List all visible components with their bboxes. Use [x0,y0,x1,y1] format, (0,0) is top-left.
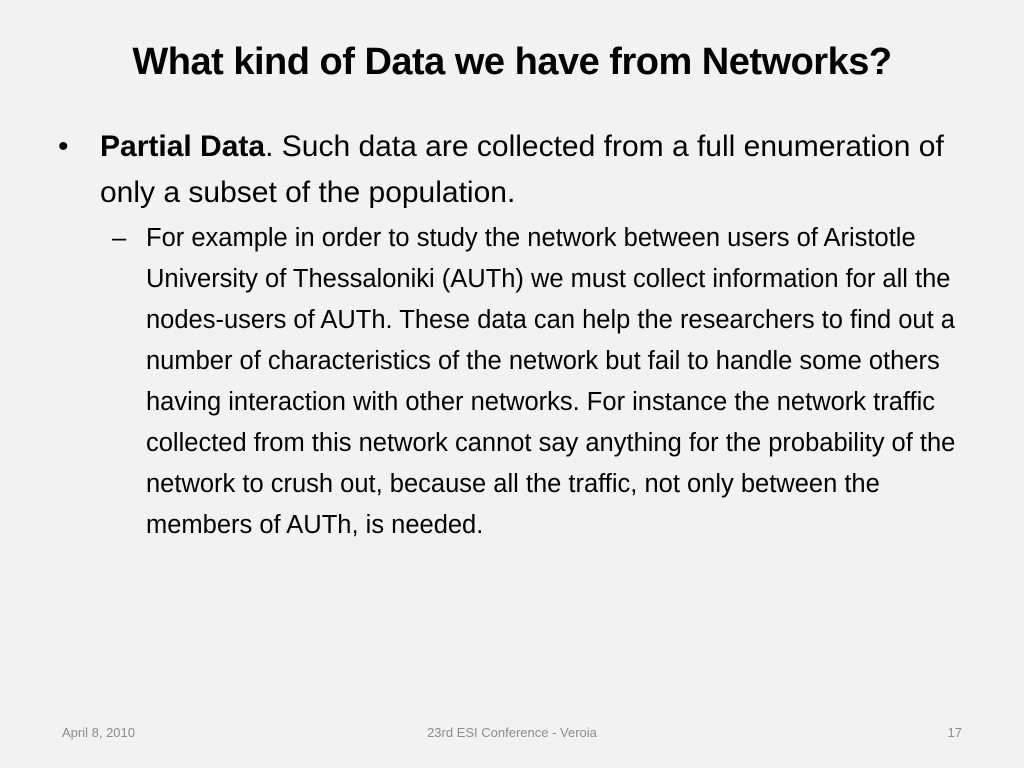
footer-conference: 23rd ESI Conference - Veroia [427,725,597,740]
sub-bullet-text: For example in order to study the network between users of Aristotle University of Thessaloniki (AUTh) we must collect information for all the nodes-users of AUTh. These data can help the researchers to find out a number of characteristics of the network but fail to handle some others having interaction with other networks. For instance the network traffic collected from this network cannot say anything for the probability of the network to crush out, because all the traffic, not only between the members of AUTh, is needed. [146,224,956,539]
slide-title: What kind of Data we have from Networks? [132,41,892,83]
sub-bullet-marker: – [112,224,127,252]
bullet-lead: Partial Data [100,130,266,163]
bullet-item [58,124,958,216]
footer-page-number: 17 [947,725,962,740]
slide-body [58,124,958,546]
bullet-text: . Such data are collected from a full enumeration of only a subset of the population. [100,130,944,209]
footer-date: April 8, 2010 [62,725,135,740]
bullet-marker: • [58,130,69,163]
sub-bullet-item [100,218,958,546]
